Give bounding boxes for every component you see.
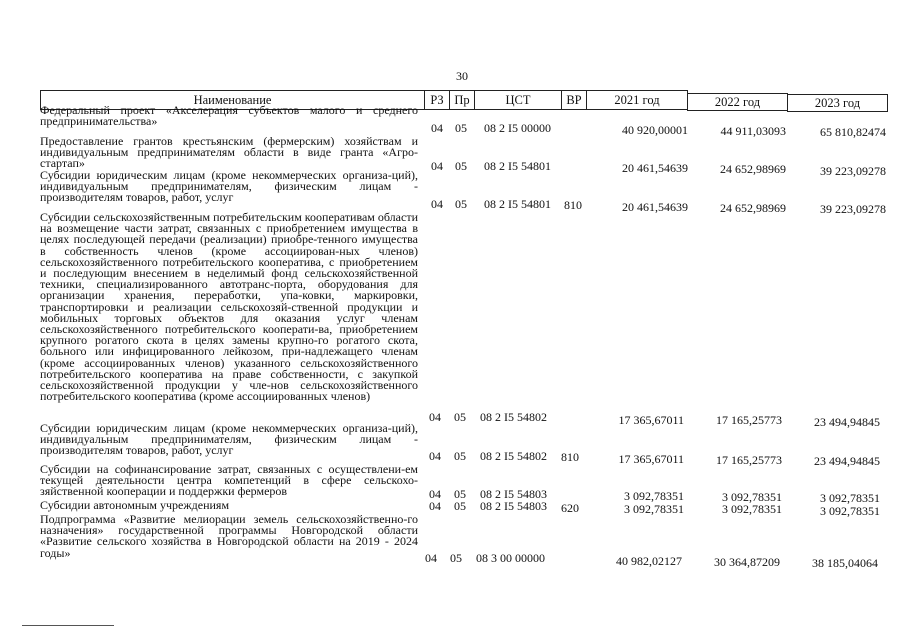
row-rz: 04 [429, 487, 441, 501]
row-name: Субсидии юридическим лицам (кроме некоммерческих организа-ций), индивидуальным предпринимателям, физическим лицам - производителям товаров, работ, услуг [40, 421, 418, 458]
row-name: Подпрограмма «Развитие мелиорации земель сельскохозяйственно-го назначения» государственной программы Новгородской области «Развитие сельского хозяйства в Новгородской области на 2019 - 2024 годы» [40, 512, 418, 560]
row-pr: 05 [455, 159, 467, 173]
row-rz: 04 [429, 449, 441, 463]
row-rz: 04 [429, 410, 441, 424]
row-vr: 810 [561, 450, 579, 464]
page-number: 30 [456, 69, 468, 83]
header-cst: ЦСТ [474, 90, 562, 110]
row-2023: 39 223,09278 [820, 164, 886, 178]
row-cst: 08 2 I5 54803 [480, 487, 547, 501]
row-pr: 05 [454, 410, 466, 424]
row-vr: 810 [564, 198, 582, 212]
header-pr: Пр [449, 90, 475, 110]
row-rz: 04 [431, 197, 443, 211]
row-2023: 3 092,78351 [820, 504, 880, 518]
header-2021: 2021 год [586, 90, 688, 110]
row-2023: 39 223,09278 [820, 202, 886, 216]
row-cst: 08 2 I5 54801 [484, 197, 551, 211]
header-2023: 2023 год [787, 94, 888, 112]
row-name: Субсидии юридическим лицам (кроме некоммерческих организа-ций), индивидуальным предпринимателям, физическим лицам - производителям товаров, работ, услуг [40, 168, 418, 205]
row-name: Федеральный проект «Акселерация субъектов малого и среднего предпринимательства» [40, 103, 418, 129]
row-2021: 40 982,02127 [616, 554, 682, 568]
row-2021: 17 365,67011 [618, 413, 684, 427]
row-vr: 620 [561, 501, 579, 515]
row-pr: 05 [450, 551, 462, 565]
row-2021: 17 365,67011 [618, 452, 684, 466]
row-name: Субсидии сельскохозяйственным потребительским кооперативам области на возмещение части затрат, связанных с приобретением имущества в целях последующей передачи (реализации) приобре-тенного имущества в собственность членов (кроме ассоциирован-ных членов) сельскохозяйственного потребительского кооператива, с приобретением и последующим внесением в неделимый фонд сельскохозяйственной техники, специализированного автотранс-порта, оборудования для организации хранения, переработки, упа-ковки, маркировки, транспортировки и реализации сельскохозяй-ственной продукции и мобильных торговых объектов для оказания услуг членам сельскохозяйственного потребительского кооперати-ва, приобретением крупного рогатого скота в целях замены крупно-го рогатого скота, больного или инфицированного лейкозом, при-надлежащего членам (кроме ассоциированных членов) указанного сельскохозяйственного потребительского кооператива на праве собственности, с закупкой сельскохозяйственной продукции у чле-нов сельскохозяйственного потребительского кооператива (кроме ассоциированных членов) [40, 210, 418, 404]
row-pr: 05 [455, 121, 467, 135]
row-cst: 08 2 I5 54801 [484, 159, 551, 173]
row-2023: 23 494,94845 [814, 454, 880, 468]
row-2022: 17 165,25773 [716, 453, 782, 467]
row-cst: 08 2 I5 54802 [480, 410, 547, 424]
row-rz: 04 [431, 159, 443, 173]
row-cst: 08 2 I5 54803 [480, 499, 547, 513]
row-2022: 44 911,03093 [720, 124, 786, 138]
row-2023: 38 185,04064 [812, 556, 878, 570]
row-2023: 65 810,82474 [820, 125, 886, 139]
row-rz: 04 [425, 551, 437, 565]
row-cst: 08 3 00 00000 [476, 551, 545, 565]
row-2022: 17 165,25773 [716, 413, 782, 427]
row-2022: 24 652,98969 [720, 201, 786, 215]
footnote-divider [22, 625, 114, 626]
row-2021: 3 092,78351 [624, 502, 684, 516]
row-2023: 23 494,94845 [814, 415, 880, 429]
header-name: Наименование [40, 90, 425, 110]
row-pr: 05 [454, 487, 466, 501]
row-2022: 30 364,87209 [714, 555, 780, 569]
row-pr: 05 [455, 197, 467, 211]
row-pr: 05 [454, 499, 466, 513]
header-vr: ВР [561, 90, 587, 110]
row-rz: 04 [429, 499, 441, 513]
header-2022: 2022 год [687, 93, 788, 111]
row-2021: 20 461,54639 [622, 200, 688, 214]
row-name: Субсидии автономным учреждениям [40, 498, 230, 512]
row-name: Предоставление грантов крестьянским (фермерским) хозяйствам и индивидуальным предпринимателям области в виде гранта «Агро-стартап» [40, 134, 418, 171]
row-cst: 08 2 I5 00000 [484, 121, 551, 135]
row-2022: 3 092,78351 [722, 490, 782, 504]
row-2021: 3 092,78351 [624, 489, 684, 503]
row-2022: 24 652,98969 [720, 162, 786, 176]
header-rz: РЗ [424, 90, 450, 110]
row-cst: 08 2 I5 54802 [480, 449, 547, 463]
row-2022: 3 092,78351 [722, 502, 782, 516]
row-2021: 20 461,54639 [622, 161, 688, 175]
row-name: Субсидии на софинансирование затрат, связанных с осуществлени-ем текущей деятельности центра компетенций в сфере сельскохо-зяйственной кооперации и поддержки фермеров [40, 462, 418, 499]
row-2021: 40 920,00001 [622, 123, 688, 137]
row-pr: 05 [454, 449, 466, 463]
row-rz: 04 [431, 121, 443, 135]
row-2023: 3 092,78351 [820, 491, 880, 505]
